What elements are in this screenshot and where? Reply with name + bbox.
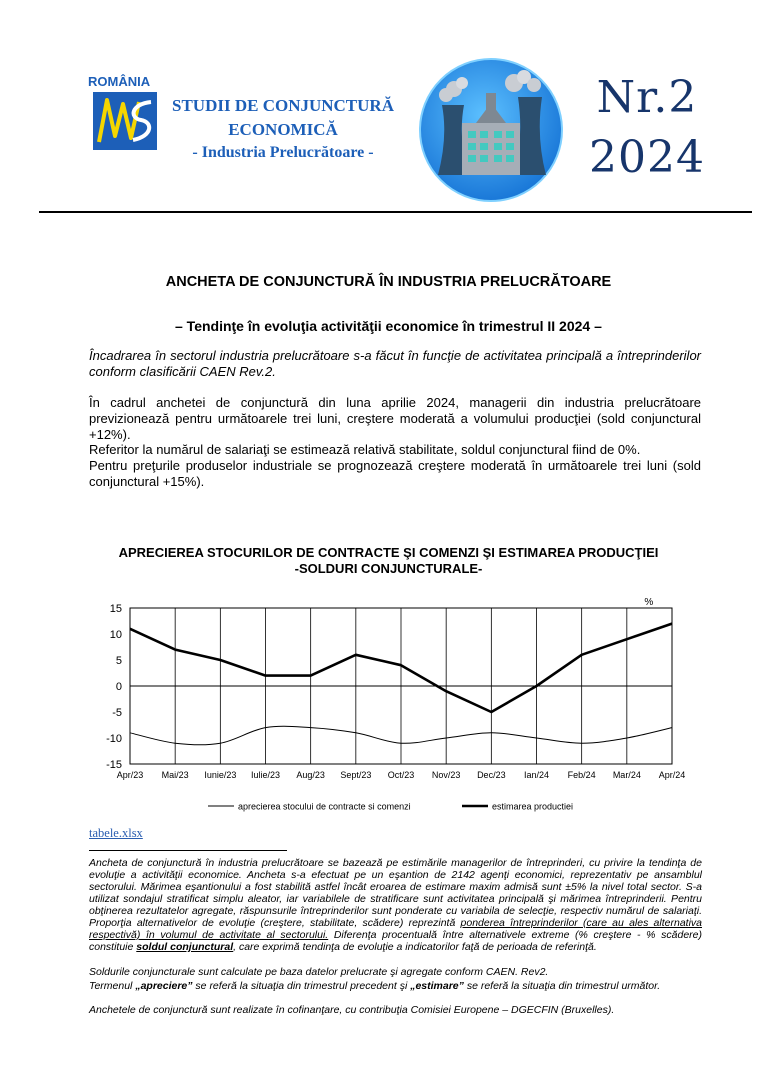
production-paragraph: În cadrul anchetei de conjunctură din luna aprilie 2024, managerii din industria prelucrătoare previzionează pentru următoarele trei luni, creştere moderată a volumului producţiei (sold conjunctural +12%). bbox=[89, 395, 701, 442]
y-tick-label: 10 bbox=[109, 629, 122, 641]
x-tick-label: Ian/24 bbox=[523, 770, 550, 780]
unit-label: % bbox=[644, 597, 654, 608]
issue-year: 2024 bbox=[589, 132, 705, 183]
legend-label: aprecierea stocului de contracte si comenzi bbox=[238, 801, 411, 812]
x-tick-label: Feb/24 bbox=[567, 770, 596, 780]
y-tick-label: 0 bbox=[115, 681, 122, 693]
country-label: ROMÂNIA bbox=[88, 74, 151, 89]
x-tick-label: Sept/23 bbox=[340, 770, 372, 780]
factory-icon bbox=[418, 57, 564, 203]
x-tick-label: Dec/23 bbox=[477, 770, 506, 780]
x-tick-label: Apr/24 bbox=[658, 770, 686, 780]
methodology-text-1: Ancheta de conjunctură în industria prelucrătoare se bazează pe estimările managerilor de întreprinderi, cu privire la tendinţa de evoluţie a activităţii economice. Ancheta s-a efectuat pe un eşantion de 2142 agenţi economici, reprezentativ pe ansamblul sectorului. Mărimea eşantionului a fost stabilită astfel încât eroarea de estimare maxim admisă sunt ±5% la nivel total sector. S-a utilizat sondajul stratificat simplu aleator, iar variabilele de stratificare sunt activitatea principală şi mărimea întreprinderii. Pentru obţinerea rezultatelor agregate, răspunsurile întreprinderilor sunt ponderate cu variabila de selecţie, respectiv numărul de salariaţi. Proporţia alternativelor de evoluţie (creştere, stabilitate, scădere) reprezintă bbox=[89, 857, 702, 929]
x-tick-label: Nov/23 bbox=[431, 770, 461, 780]
caen-footnote: Soldurile conjuncturale sunt calculate pe baza datelor prelucrate şi agregate conform CAEN. Rev2. bbox=[89, 966, 549, 978]
term-apreciere: „apreciere” bbox=[135, 980, 193, 992]
publication-title-line1: STUDII DE CONJUNCTURĂ bbox=[172, 96, 394, 115]
y-tick-label: -10 bbox=[106, 733, 122, 745]
chart-subtitle: -SOLDURI CONJUNCTURALE- bbox=[294, 561, 483, 576]
legend-label: estimarea productiei bbox=[492, 801, 574, 812]
x-tick-label: Mai/23 bbox=[161, 770, 189, 780]
y-tick-label: 5 bbox=[115, 655, 122, 667]
terms-text-2: se referă la situaţia din trimestrul precedent şi bbox=[192, 980, 411, 992]
issue-number: Nr.2 bbox=[596, 72, 698, 123]
footnote-divider bbox=[89, 850, 287, 851]
methodology-text-2: Diferenţa procentuală între alternativele extreme (% creştere - % scădere) constituie bbox=[89, 929, 703, 953]
methodology-footnote bbox=[89, 857, 702, 953]
employees-paragraph: Referitor la numărul de salariaţi se estimează relativă stabilitate, soldul conjunctural fiind de 0%. bbox=[89, 442, 641, 457]
publication-title-line2: ECONOMICĂ bbox=[228, 120, 338, 139]
header-divider bbox=[39, 211, 752, 213]
balance-term: soldul conjunctural bbox=[136, 941, 234, 953]
intro-paragraph: Încadrarea în sectorul industria prelucrătoare s-a făcut în funcţie de activitatea principală a întreprinderilor conform clasificării CAEN Rev.2. bbox=[89, 348, 701, 379]
methodology-text-3: , care exprimă tendinţa de evoluţie a indicatorilor faţă de perioada de referinţă. bbox=[233, 941, 597, 953]
article-title: ANCHETA DE CONJUNCTURĂ ÎN INDUSTRIA PRELUCRĂTOARE bbox=[165, 274, 612, 290]
x-tick-label: Mar/24 bbox=[612, 770, 641, 780]
chart-title: APRECIEREA STOCURILOR DE CONTRACTE ŞI COMENZI ŞI ESTIMAREA PRODUCŢIEI bbox=[118, 545, 659, 560]
tables-file-link[interactable]: tabele.xlsx bbox=[89, 826, 143, 840]
y-tick-label: -5 bbox=[112, 707, 122, 719]
terms-footnote bbox=[89, 980, 702, 992]
balance-line-chart bbox=[90, 594, 710, 826]
term-estimare: „estimare” bbox=[410, 980, 464, 992]
cofinancing-footnote: Anchetele de conjunctură sunt realizate în cofinanţare, cu contribuţia Comisiei Europene – DGECFIN (Bruxelles). bbox=[89, 1004, 615, 1016]
terms-text-1: Termenul bbox=[89, 980, 136, 992]
x-tick-label: Iulie/23 bbox=[250, 770, 281, 780]
methodology-text-underlined: ponderea întreprinderilor (care au ales alternativa respectivă) în volumul de activitate al sectorului. bbox=[89, 917, 702, 941]
terms-text-3: se referă la situaţia din trimestrul următor. bbox=[463, 980, 661, 992]
ins-logo bbox=[93, 92, 157, 150]
x-tick-label: Iunie/23 bbox=[204, 770, 237, 780]
x-tick-label: Aug/23 bbox=[296, 770, 325, 780]
publication-title-line3: - Industria Prelucrătoare - bbox=[192, 144, 374, 161]
article-subtitle: – Tendinţe în evoluţia activităţii economice în trimestrul II 2024 – bbox=[175, 318, 602, 334]
x-tick-label: Oct/23 bbox=[387, 770, 415, 780]
x-tick-label: Apr/23 bbox=[116, 770, 144, 780]
y-tick-label: -15 bbox=[106, 759, 122, 771]
y-tick-label: 15 bbox=[109, 603, 122, 615]
prices-paragraph: Pentru preţurile produselor industriale se prognozează creştere moderată în următoarele trei luni (sold conjunctural +15%). bbox=[89, 458, 701, 489]
